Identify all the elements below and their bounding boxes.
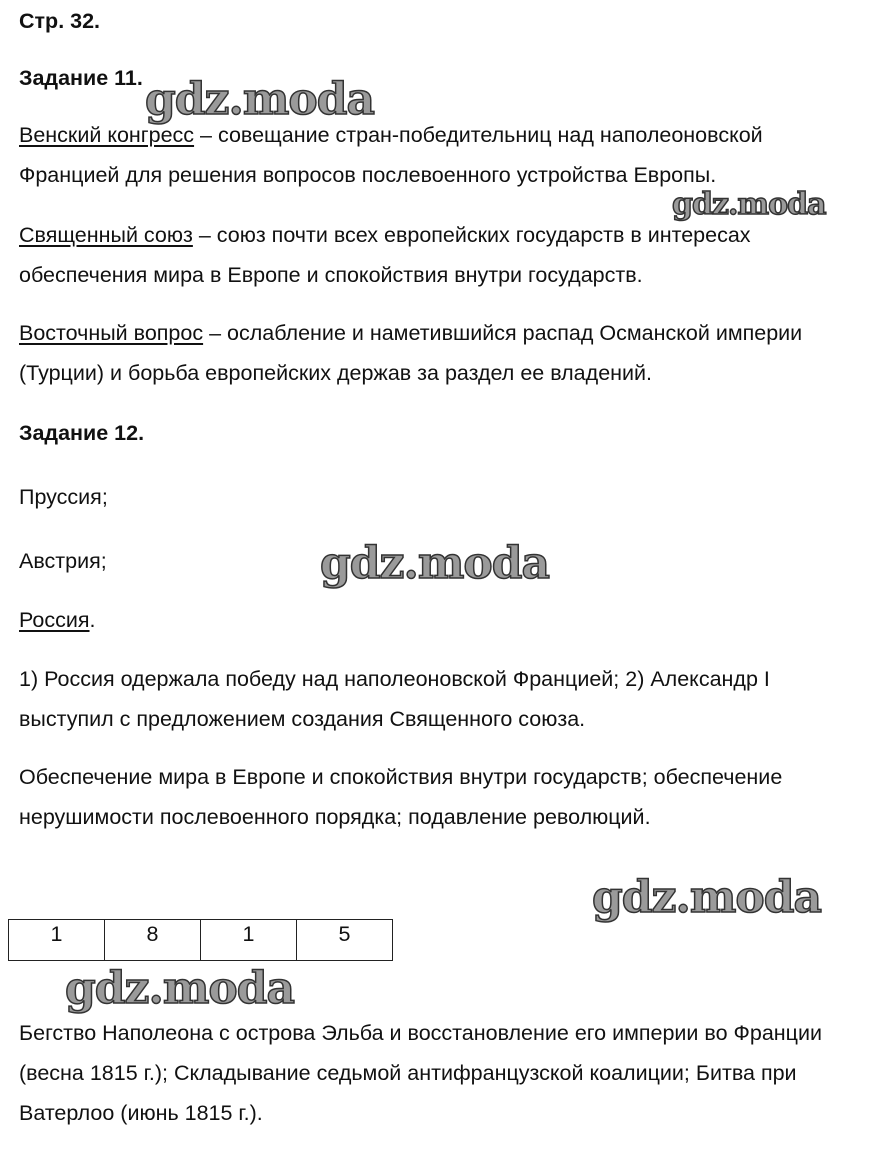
watermark: gdz.moda	[65, 963, 295, 1014]
definition-line	[19, 222, 751, 248]
year-digit: 1	[9, 920, 105, 961]
watermark: gdz.moda	[320, 538, 550, 589]
watermark: gdz.moda	[145, 74, 375, 125]
country-item	[19, 607, 96, 633]
definition-line	[19, 320, 802, 346]
watermark: gdz.moda	[672, 187, 826, 222]
definition-text: – совещание стран-победительниц над наполеоновской	[194, 123, 763, 147]
period: .	[89, 608, 96, 632]
country-underlined: Россия	[19, 608, 90, 632]
goals-line: нерушимости послевоенного порядка; подавление революций.	[19, 805, 651, 829]
events-line: (весна 1815 г.); Складывание седьмой антифранцузской коалиции; Битва при	[19, 1061, 797, 1085]
term: Восточный вопрос	[19, 321, 204, 345]
page-reference: Стр. 32.	[19, 9, 101, 33]
events-line: Бегство Наполеона с острова Эльба и восстановление его империи во Франции	[19, 1021, 822, 1045]
definition-line	[19, 122, 763, 148]
year-digit: 5	[297, 920, 393, 961]
definition-text: – ослабление и наметившийся распад Османской империи	[203, 321, 803, 345]
watermark: gdz.moda	[592, 872, 822, 923]
definition-text: – союз почти всех европейских государств в интересах	[192, 223, 751, 247]
year-digit: 1	[201, 920, 297, 961]
events-line: Ватерлоо (июнь 1815 г.).	[19, 1101, 263, 1125]
definition-line: обеспечения мира в Европе и спокойствия внутри государств.	[19, 263, 643, 287]
year-table	[8, 919, 393, 961]
definition-line: Францией для решения вопросов послевоенного устройства Европы.	[19, 163, 717, 187]
task-12-title: Задание 12.	[19, 421, 145, 445]
task-11-title: Задание 11.	[19, 66, 143, 90]
definition-line: (Турции) и борьба европейских держав за раздел ее владений.	[19, 361, 653, 385]
term: Венский конгресс	[19, 123, 195, 147]
country-item: Пруссия;	[19, 485, 108, 509]
reasons-line: выступил с предложением создания Священного союза.	[19, 707, 586, 731]
country-item: Австрия;	[19, 549, 107, 573]
term: Священный союз	[19, 223, 193, 247]
goals-line: Обеспечение мира в Европе и спокойствия внутри государств; обеспечение	[19, 765, 783, 789]
year-digit: 8	[105, 920, 201, 961]
reasons-line: 1) Россия одержала победу над наполеоновской Францией; 2) Александр I	[19, 667, 770, 691]
